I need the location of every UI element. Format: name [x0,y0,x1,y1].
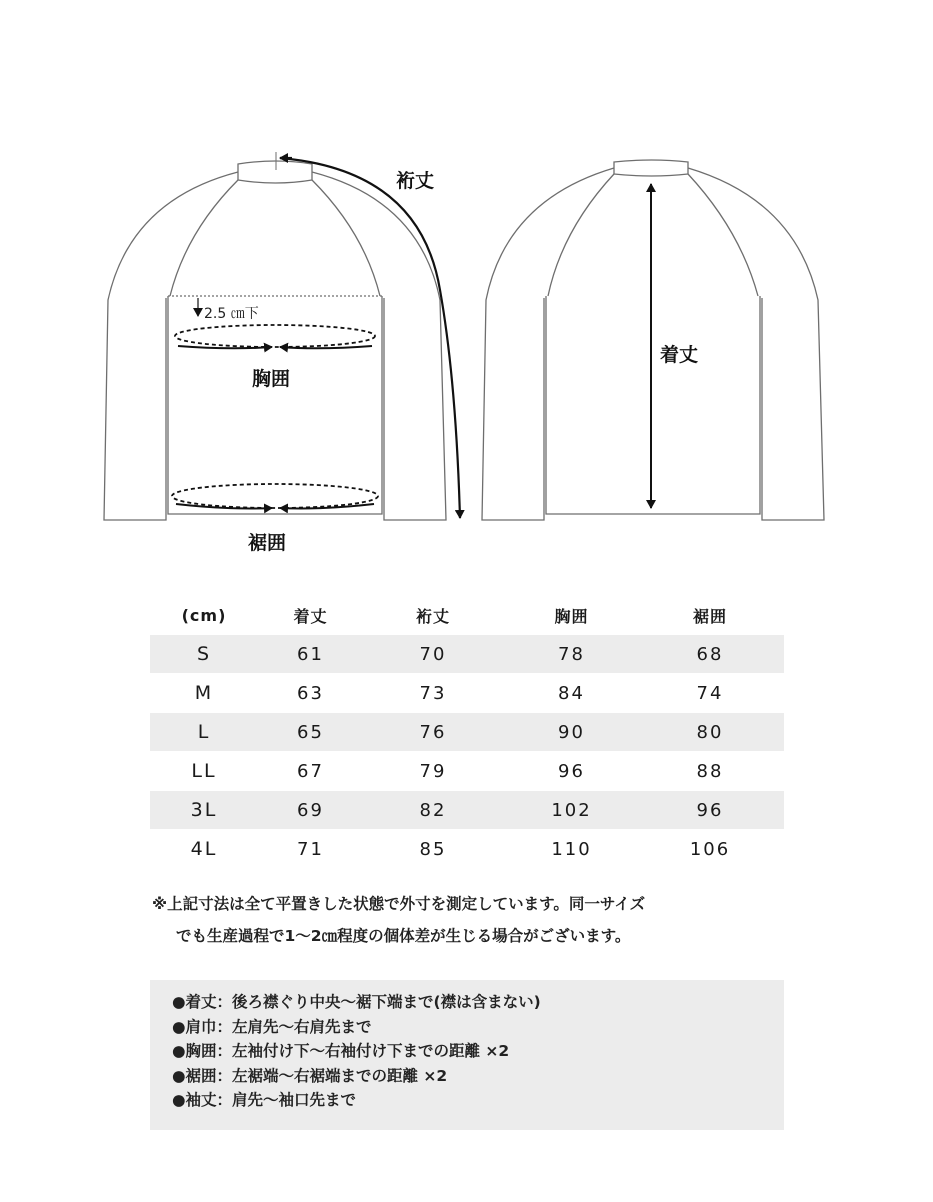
table-cell: 65 [297,721,324,743]
table-cell: 61 [297,643,324,665]
front-shirt [104,161,446,520]
note-line-2: でも生産過程で1～2㎝程度の個体差が生じる場合がございます。 [176,927,631,945]
label-chest: 胸囲 [252,368,291,390]
definition-item: ●着丈：後ろ襟ぐり中央～裾下端まで(襟は含まない) [172,993,541,1011]
garment-diagram [0,0,933,570]
definition-item: ●肩巾：左肩先～右肩先まで [172,1017,372,1036]
table-cell: 74 [696,682,724,704]
label-chest-offset: 2.5 ㎝下 [204,306,259,322]
yukitake-arrow [280,158,460,518]
size-table [150,596,784,869]
table-cell: 102 [551,799,592,821]
label-kitake: 着丈 [660,344,699,366]
size-label: S [196,643,212,665]
header-chest: 胸囲 [554,606,589,626]
back-shirt [482,160,824,520]
table-cell: 63 [297,682,324,704]
table-row [150,713,784,751]
size-label: L [197,721,211,743]
chest-ellipse [175,325,375,347]
table-row [150,635,784,673]
label-hem: 裾囲 [248,532,287,554]
table-cell: 85 [419,838,447,860]
table-cell: 69 [297,799,324,821]
definitions-box [150,980,784,1130]
table-header-row [150,596,784,634]
measurement-note [152,888,812,952]
table-cell: 84 [558,682,585,704]
size-label: LL [191,760,217,782]
header-kitake: 着丈 [293,606,328,626]
table-cell: 71 [297,838,324,860]
table-cell: 80 [696,721,724,743]
table-cell: 68 [696,643,724,665]
hem-ellipse [172,484,378,508]
table-row [150,674,784,712]
header-unit: (cm) [181,605,227,625]
table-cell: 79 [419,760,447,782]
header-yukitake: 裄丈 [415,606,450,626]
table-cell: 88 [696,760,724,782]
table-row [150,830,784,868]
definition-item: ●裾囲：左裾端～右裾端までの距離 ×2 [172,1066,448,1085]
size-label: 4L [190,838,218,860]
header-hem: 裾囲 [692,606,727,626]
table-cell: 78 [558,643,585,665]
note-line-1: ※上記寸法は全て平置きした状態で外寸を測定しています。同一サイズ [152,895,646,913]
table-row [150,791,784,829]
shirt-illustration [0,0,933,570]
definition-item: ●袖丈：肩先～袖口先まで [172,1091,357,1109]
definition-item: ●胸囲：左袖付け下～右袖付け下までの距離 ×2 [172,1042,510,1060]
table-cell: 96 [696,799,724,821]
table-cell: 90 [558,721,585,743]
size-label: 3L [190,799,218,821]
table-cell: 96 [558,760,585,782]
size-label: M [194,682,214,704]
table-cell: 73 [419,682,447,704]
table-cell: 82 [419,799,447,821]
table-cell: 70 [419,643,447,665]
table-cell: 67 [297,760,324,782]
table-row [150,752,784,790]
table-cell: 76 [419,721,447,743]
table-cell: 106 [689,838,731,860]
label-yukitake: 裄丈 [396,170,435,192]
table-cell: 110 [551,838,592,860]
